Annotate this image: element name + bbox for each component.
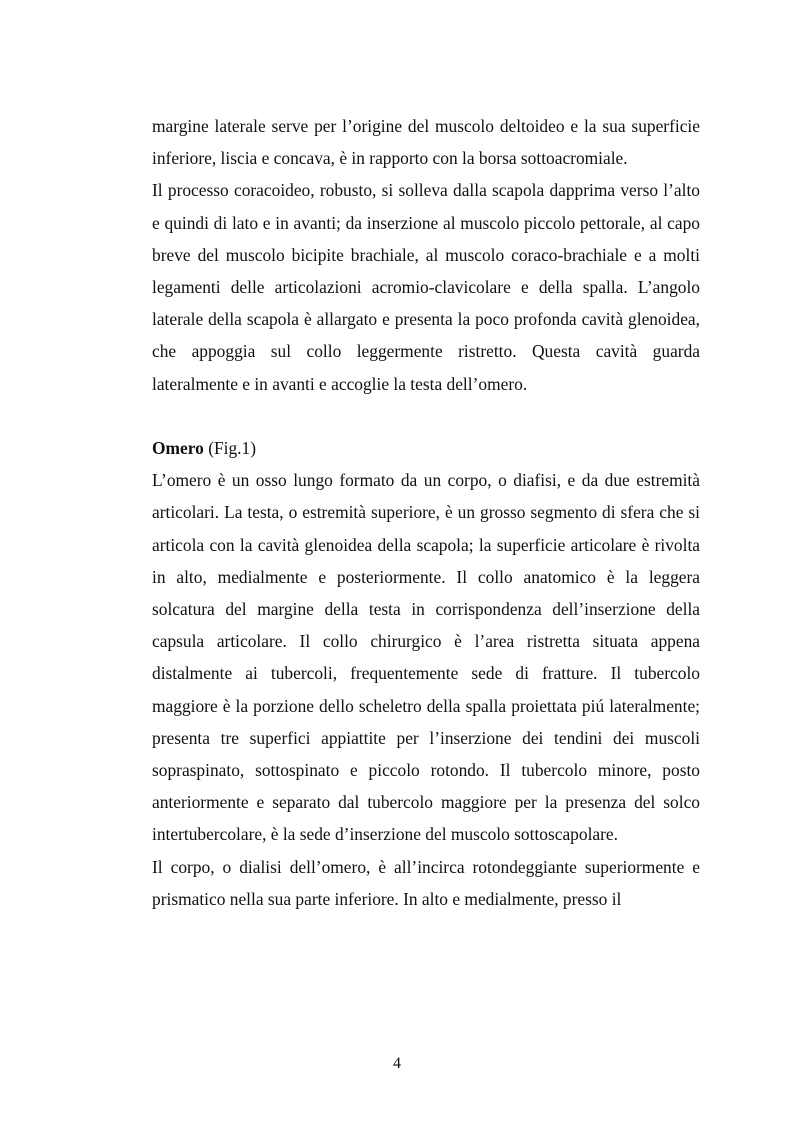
paragraph-coracoid-process: Il processo coracoideo, robusto, si solleva dalla scapola dapprima verso l’alto e quindi di lato e in avanti; da inserzione al muscolo piccolo pettorale, al capo breve del muscolo bicipite brachiale, al muscolo coraco-brachiale e a molti legamenti delle articolazioni acromio-clavicolare e della spalla. L’angolo laterale della scapola è allargato e presenta la poco profonda cavità glenoidea, che appoggia sul collo leggermente ristretto. Questa cavità guarda lateralmente e in avanti e accoglie la testa dell’omero. xyxy=(152,180,700,394)
page-number: 4 xyxy=(393,1055,401,1072)
section-heading xyxy=(152,432,700,464)
paragraph-acromion-margin: margine laterale serve per l’origine del muscolo deltoideo e la sua superficie inferiore, liscia e concava, è in rapporto con la borsa sottoacromiale. xyxy=(152,116,700,169)
paragraph-humerus-overview: L’omero è un osso lungo formato da un corpo, o diafisi, e da due estremità articolari. La testa, o estremità superiore, è un grosso segmento di sfera che si articola con la cavità glenoidea della scapola; la superficie articolare è rivolta in alto, medialmente e posteriormente. Il collo anatomico è la leggera solcatura del margine della testa in corrispondenza dell’inserzione della capsula articolare. Il collo chirurgico è l’area ristretta situata appena distalmente ai tubercoli, frequentemente sede di fratture. Il tubercolo maggiore è la porzione dello scheletro della spalla proiettata piú lateralmente; presenta tre superfici appiattite per l’inserzione dei tendini dei muscoli sopraspinato, sottospinato e piccolo rotondo. Il tubercolo minore, posto anteriormente e separato dal tubercolo maggiore per la presenza del solco intertubercolare, è la sede d’inserzione del muscolo sottoscapolare. xyxy=(152,470,700,845)
section-heading-figure-ref: (Fig.1) xyxy=(203,438,257,459)
body-text xyxy=(152,110,700,915)
paragraph-spacer xyxy=(152,400,700,432)
paragraph-humerus-body: Il corpo, o dialisi dell’omero, è all’incirca rotondeggiante superiormente e prismatico nella sua parte inferiore. In alto e medialmente, presso il xyxy=(152,856,700,909)
section-heading-bold: Omero xyxy=(152,438,204,459)
